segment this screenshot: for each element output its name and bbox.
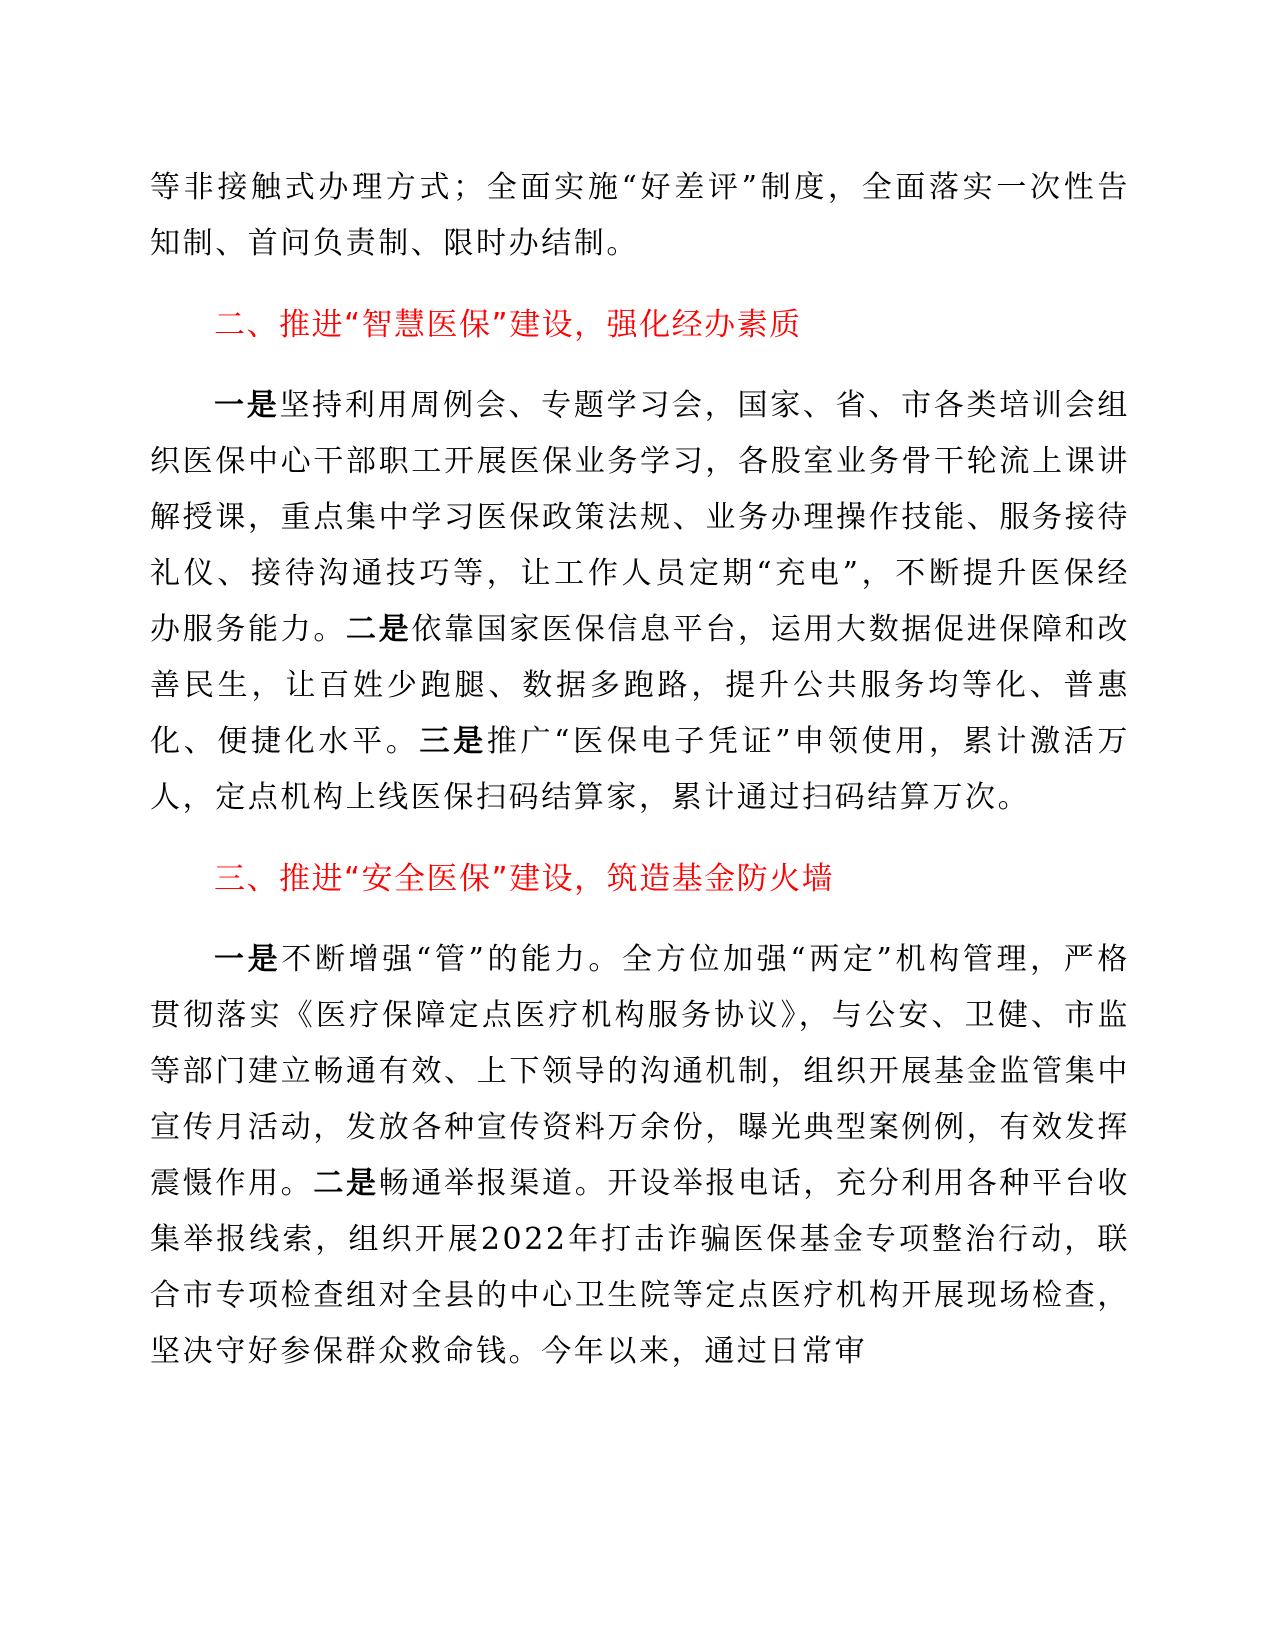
section-2-lead-3: 三是: [419, 724, 487, 759]
section-2-text-2: 依靠国家医保信息平台，运用大数据促进保障和改善民生，让百姓少跑腿、数据多跑路，提升公共服务均等化、普惠化、便捷化水平。: [150, 612, 1130, 759]
section-2-lead-1: 一是: [214, 388, 280, 423]
section-3-heading: 三、推进“安全医保”建设，筑造基金防火墙: [214, 861, 835, 897]
section-2-paragraph: [150, 378, 1130, 826]
section-2-text-1: 坚持利用周例会、专题学习会，国家、省、市各类培训会组织医保中心干部职工开展医保业务学习，各股室业务骨干轮流上课讲解授课，重点集中学习医保政策法规、业务办理操作技能、服务接待礼仪、接待沟通技巧等，让工作人员定期“充电”，不断提升医保经办服务能力。: [150, 388, 1130, 647]
section-3-text-2: 畅通举报渠道。开设举报电话，充分利用各种平台收集举报线索，组织开展2022年打击诈骗医保基金专项整治行动，联合市专项检查组对全县的中心卫生院等定点医疗机构开展现场检查，坚决守好参保群众救命钱。今年以来，通过日常审: [150, 1166, 1130, 1369]
section-3-paragraph: [150, 932, 1130, 1380]
section-2-heading: 二、推进“智慧医保”建设，强化经办素质: [214, 307, 802, 343]
continuation-paragraph: 等非接触式办理方式；全面实施“好差评”制度，全面落实一次性告知制、首问负责制、限时办结制。: [150, 170, 1130, 261]
section-3-text-1: 不断增强“管”的能力。全方位加强“两定”机构管理，严格贯彻落实《医疗保障定点医疗机构服务协议》，与公安、卫健、市监等部门建立畅通有效、上下领导的沟通机制，组织开展基金监管集中宣传月活动，发放各种宣传资料万余份，曝光典型案例例，有效发挥震慑作用。: [150, 942, 1131, 1201]
section-3-lead-2: 二是: [313, 1166, 379, 1201]
section-3-lead-1: 一是: [214, 942, 282, 977]
document-body: [150, 160, 1130, 1380]
section-2-text-3: 推广“医保电子凭证”申领使用，累计激活万人，定点机构上线医保扫码结算家，累计通过扫码结算万次。: [150, 724, 1130, 815]
section-2-lead-2: 二是: [346, 612, 412, 647]
